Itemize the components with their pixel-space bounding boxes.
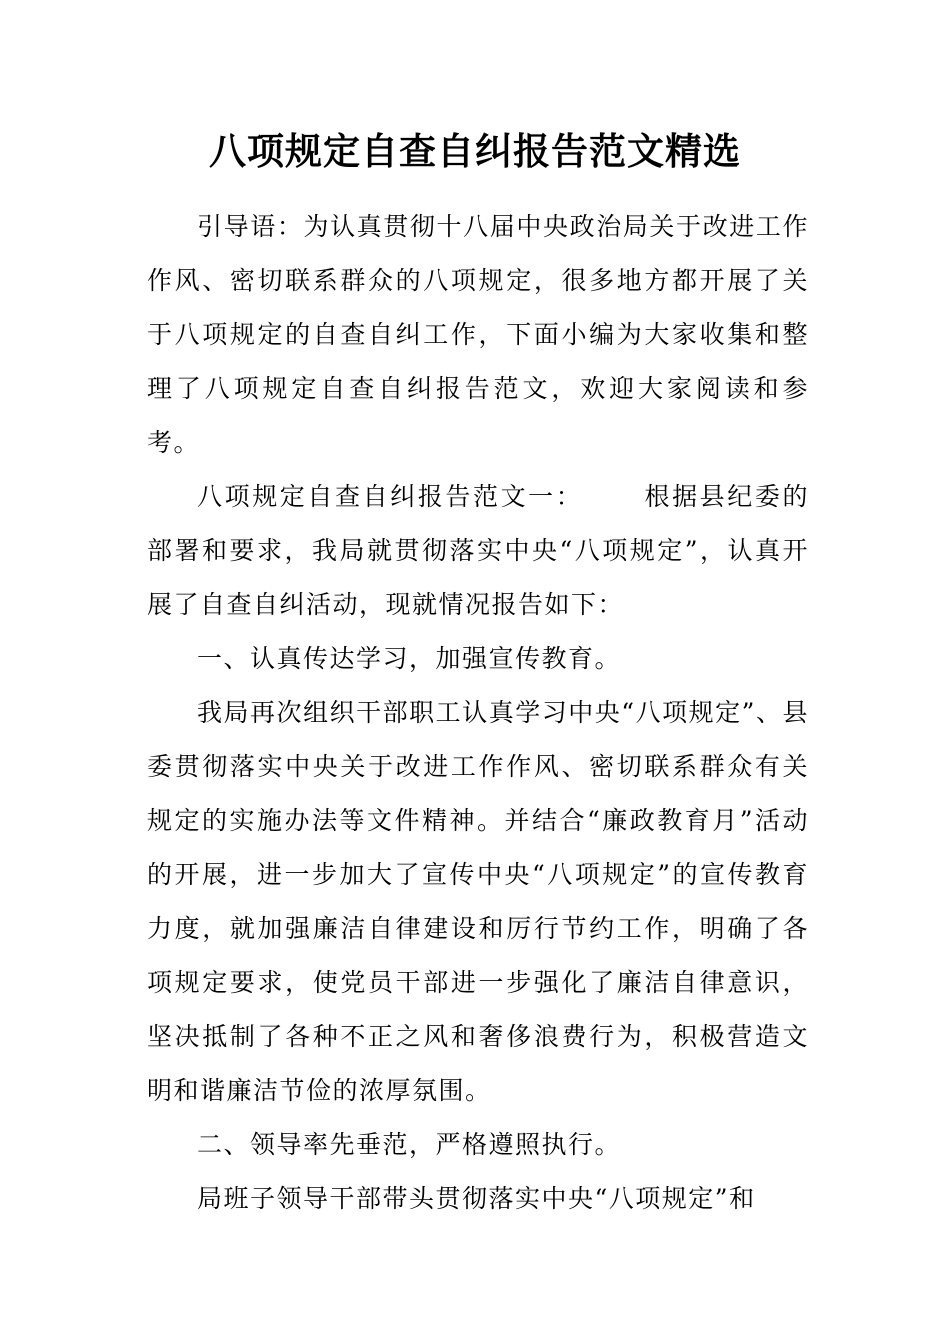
document-body	[147, 200, 809, 1226]
section-heading-1: 一、认真传达学习，加强宣传教育。	[197, 644, 622, 673]
paragraph-section-1: 我局再次组织干部职工认真学习中央“八项规定”、县委贯彻落实中央关于改进工作作风、密切联系群众有关规定的实施办法等文件精神。并结合“廉政教育月”活动的开展，进一步加大了宣传中央“八项规定”的宣传教育力度，就加强廉洁自律建设和厉行节约工作，明确了各项规定要求，使党员干部进一步强化了廉洁自律意识，坚决抵制了各种不正之风和奢侈浪费行为，积极营造文明和谐廉洁节俭的浓厚氛围。	[147, 698, 809, 1105]
document-title: 八项规定自查自纠报告范文精选	[209, 130, 741, 173]
paragraph-sample-one	[147, 470, 809, 632]
paragraph-section-2: 局班子领导干部带头贯彻落实中央“八项规定”和	[197, 1184, 756, 1213]
paragraph-intro: 引导语：为认真贯彻十八届中央政治局关于改进工作作风、密切联系群众的八项规定，很多地方都开展了关于八项规定的自查自纠工作，下面小编为大家收集和整理了八项规定自查自纠报告范文，欢迎大家阅读和参考。	[147, 212, 809, 457]
sample-one-opening: 根据县纪委的部署和要求，我局就贯彻落实中央“八项规定”，认真开展了自查自纠活动，现就情况报告如下：	[147, 482, 809, 619]
sample-one-heading: 八项规定自查自纠报告范文一：	[197, 482, 584, 511]
section-heading-2: 二、领导率先垂范，严格遵照执行。	[197, 1130, 622, 1159]
